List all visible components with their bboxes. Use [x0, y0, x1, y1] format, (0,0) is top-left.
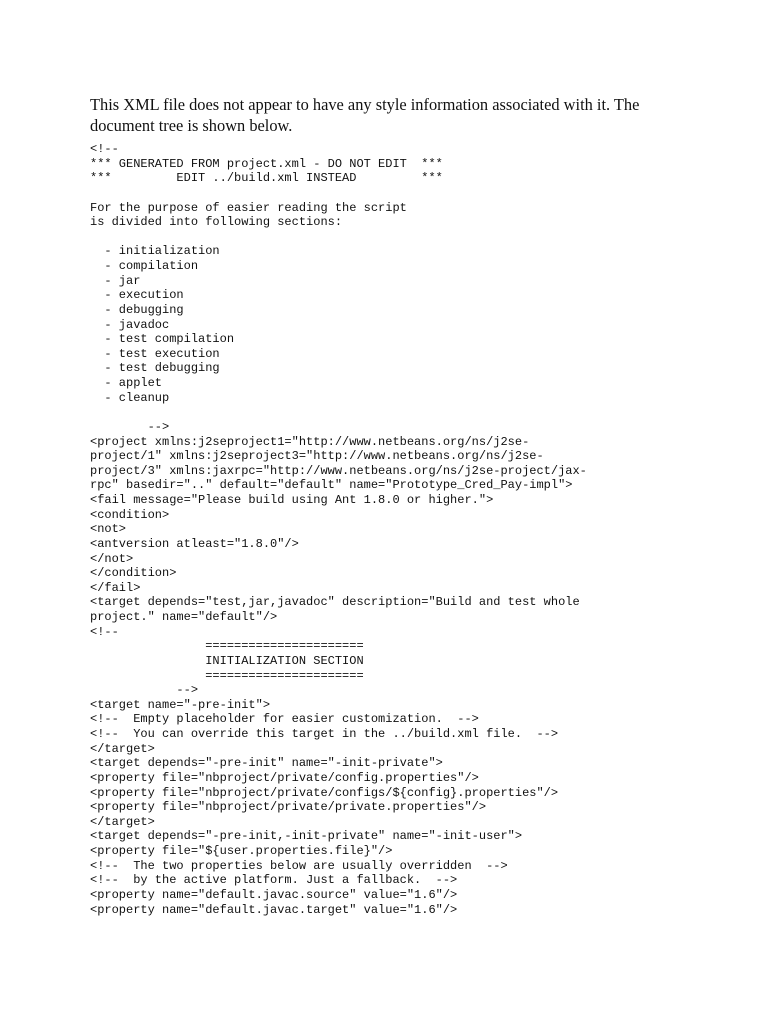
xml-line: <condition> — [90, 507, 170, 522]
xml-line: *** EDIT ../build.xml INSTEAD *** — [90, 171, 443, 186]
xml-line: <property name="default.javac.source" value="1.6"/> — [90, 887, 458, 902]
xml-line: project/1" xmlns:j2seproject3="http://www.netbeans.org/ns/j2se- — [90, 449, 544, 464]
xml-line: </target> — [90, 814, 155, 829]
xml-line: </target> — [90, 741, 155, 756]
xml-line: <target depends="-pre-init,-init-private" name="-init-user"> — [90, 829, 523, 844]
xml-line — [90, 230, 587, 245]
xml-line — [90, 405, 587, 420]
xml-line: --> — [90, 683, 199, 698]
xml-line: <target depends="test,jar,javadoc" description="Build and test whole — [90, 595, 580, 610]
xml-line: - test debugging — [90, 361, 220, 376]
xml-line: <property file="nbproject/private/config.properties"/> — [90, 770, 479, 785]
xml-line: </fail> — [90, 580, 141, 595]
xml-line: </condition> — [90, 566, 177, 581]
xml-line: rpc" basedir=".." default="default" name="Prototype_Cred_Pay-impl"> — [90, 478, 573, 493]
xml-line: - test compilation — [90, 332, 235, 347]
xml-line: - initialization — [90, 244, 220, 259]
xml-line: <!-- Empty placeholder for easier customization. --> — [90, 712, 479, 727]
xml-line: <antversion atleast="1.8.0"/> — [90, 536, 299, 551]
xml-line: <project xmlns:j2seproject1="http://www.netbeans.org/ns/j2se- — [90, 434, 530, 449]
xml-line: - jar — [90, 273, 141, 288]
xml-line — [90, 186, 587, 201]
style-info-notice: This XML file does not appear to have any style information associated with it. The document tree is shown below. — [90, 95, 640, 135]
xml-line: ====================== — [90, 668, 364, 683]
xml-line: project." name="default"/> — [90, 610, 278, 624]
xml-line: <property file="${user.properties.file}"/> — [90, 844, 393, 858]
xml-line: --> — [90, 419, 170, 434]
xml-line: - debugging — [90, 302, 184, 317]
xml-document-tree — [90, 142, 587, 917]
xml-line: - cleanup — [90, 390, 170, 405]
xml-line: <property name="default.javac.target" value="1.6"/> — [90, 902, 458, 917]
xml-line: - test execution — [90, 346, 220, 361]
xml-line: <not> — [90, 522, 127, 537]
xml-line: <!-- — [90, 624, 119, 639]
xml-line: - compilation — [90, 259, 199, 273]
xml-line: For the purpose of easier reading the script — [90, 200, 407, 215]
xml-line: <target name="-pre-init"> — [90, 697, 271, 712]
xml-line: - execution — [90, 288, 184, 303]
xml-line: INITIALIZATION SECTION — [90, 653, 364, 668]
xml-line: *** GENERATED FROM project.xml - DO NOT EDIT *** — [90, 156, 443, 171]
xml-line: <fail message="Please build using Ant 1.8.0 or higher."> — [90, 493, 494, 507]
xml-line: project/3" xmlns:jaxrpc="http://www.netbeans.org/ns/j2se-project/jax- — [90, 463, 587, 478]
xml-line: <target depends="-pre-init" name="-init-private"> — [90, 756, 443, 771]
xml-line: <property file="nbproject/private/configs/${config}.properties"/> — [90, 785, 559, 800]
xml-line: <!-- — [90, 142, 119, 156]
xml-line: is divided into following sections: — [90, 215, 343, 230]
xml-line: - javadoc — [90, 317, 170, 332]
xml-line: <!-- by the active platform. Just a fallback. --> — [90, 873, 458, 888]
xml-line: <property file="nbproject/private/private.properties"/> — [90, 800, 487, 815]
xml-line: </not> — [90, 551, 134, 566]
xml-line: ====================== — [90, 639, 364, 654]
xml-line: - applet — [90, 376, 163, 390]
xml-line: <!-- You can override this target in the ../build.xml file. --> — [90, 727, 559, 741]
xml-line: <!-- The two properties below are usually overridden --> — [90, 858, 508, 873]
